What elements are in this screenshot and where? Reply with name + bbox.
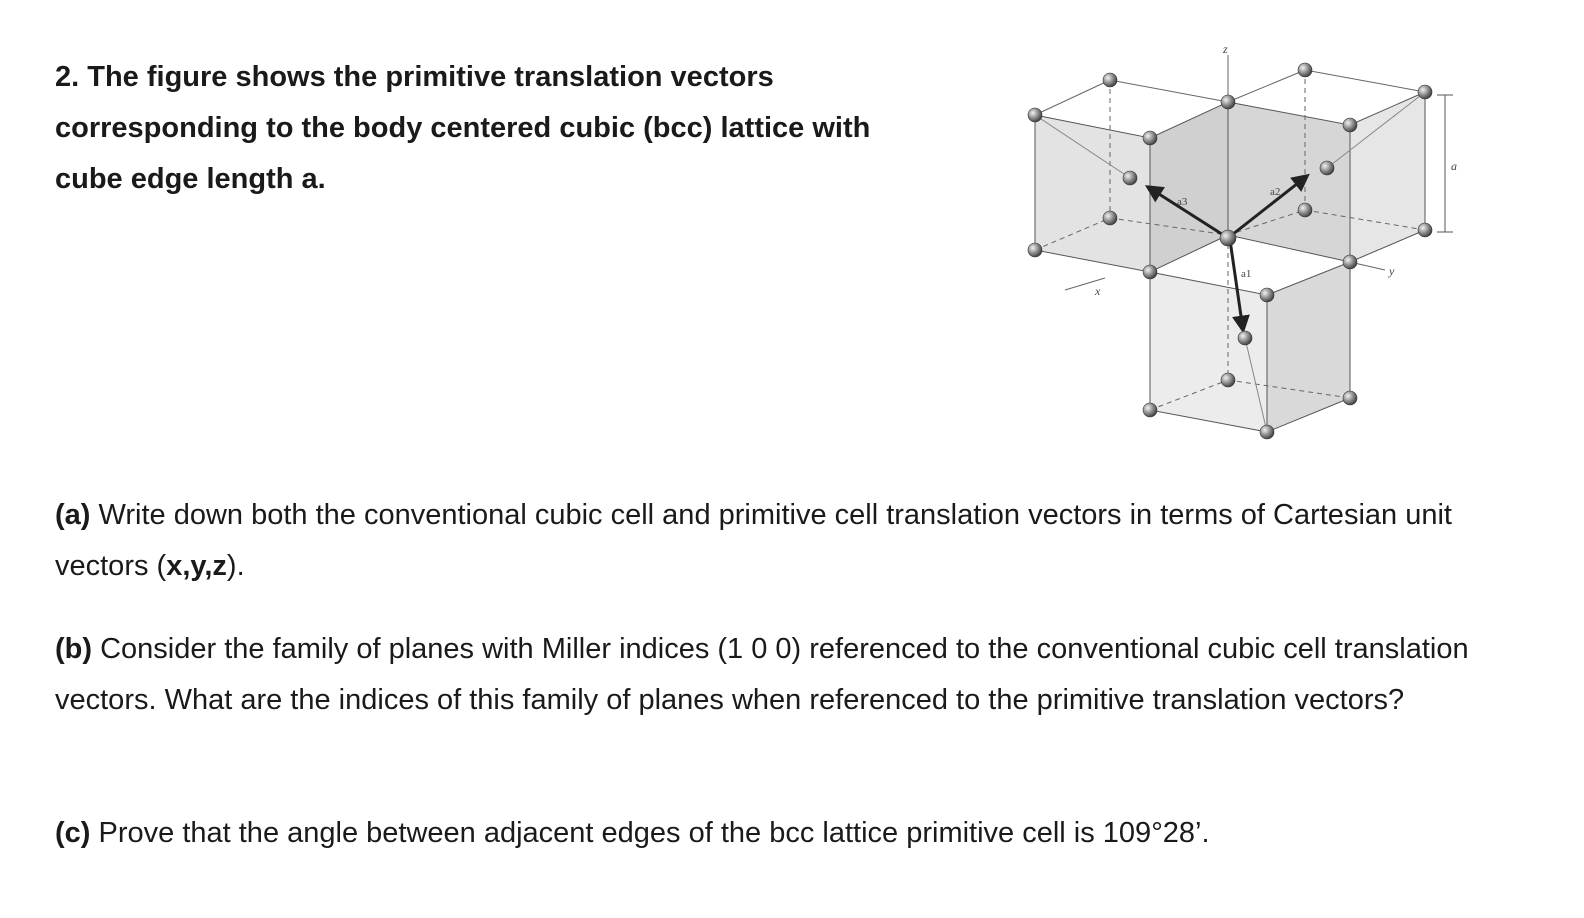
- atom: [1221, 373, 1235, 387]
- part-a: [55, 490, 1545, 592]
- atom: [1028, 243, 1042, 257]
- atom: [1418, 85, 1432, 99]
- vector-label-a1: a1: [1241, 268, 1252, 280]
- part-b-label: (b): [55, 633, 93, 665]
- part-a-text: Write down both the conventional cubic cell and primitive cell translation vectors in terms of Cartesian unit vectors (: [55, 499, 1452, 582]
- atom: [1123, 171, 1137, 185]
- axis-label-x: x: [1095, 284, 1101, 298]
- atom: [1238, 331, 1252, 345]
- part-a-text-end: ).: [226, 550, 245, 582]
- atom: [1343, 118, 1357, 132]
- atom: [1298, 203, 1312, 217]
- atom: [1143, 403, 1157, 417]
- vector-label-a3: a3: [1177, 196, 1188, 208]
- atom: [1221, 95, 1235, 109]
- axis-label-y: y: [1389, 264, 1395, 278]
- part-c-text: Prove that the angle between adjacent edges of the bcc lattice primitive cell is 109°28’.: [90, 817, 1210, 849]
- atom: [1103, 211, 1117, 225]
- part-b: [55, 624, 1545, 726]
- atom: [1143, 131, 1157, 145]
- atom: [1418, 223, 1432, 237]
- atom: [1260, 288, 1274, 302]
- part-c: [55, 808, 1545, 859]
- atom: [1220, 230, 1236, 246]
- atom: [1343, 391, 1357, 405]
- atom: [1260, 425, 1274, 439]
- part-a-label: (a): [55, 499, 91, 531]
- atom: [1343, 255, 1357, 269]
- part-b-text: Consider the family of planes with Miller indices (1 0 0) referenced to the conventional cubic cell translation vectors. What are the indices of this family of planes when referenced to the primitive translation vectors?: [55, 633, 1469, 716]
- part-c-label: (c): [55, 817, 91, 849]
- part-a-unit-vectors: x,y,z: [166, 550, 227, 582]
- atom: [1028, 108, 1042, 122]
- atom: [1298, 63, 1312, 77]
- edge-label-a: a: [1451, 159, 1457, 173]
- axis-label-z: z: [1223, 42, 1228, 56]
- atom: [1320, 161, 1334, 175]
- atom: [1143, 265, 1157, 279]
- bcc-lattice-figure: [1005, 40, 1475, 450]
- vector-label-a2: a2: [1270, 186, 1281, 198]
- atom: [1103, 73, 1117, 87]
- problem-heading: 2. The figure shows the primitive translation vectors corresponding to the body centered cubic (bcc) lattice with cube edge length a.: [55, 61, 871, 195]
